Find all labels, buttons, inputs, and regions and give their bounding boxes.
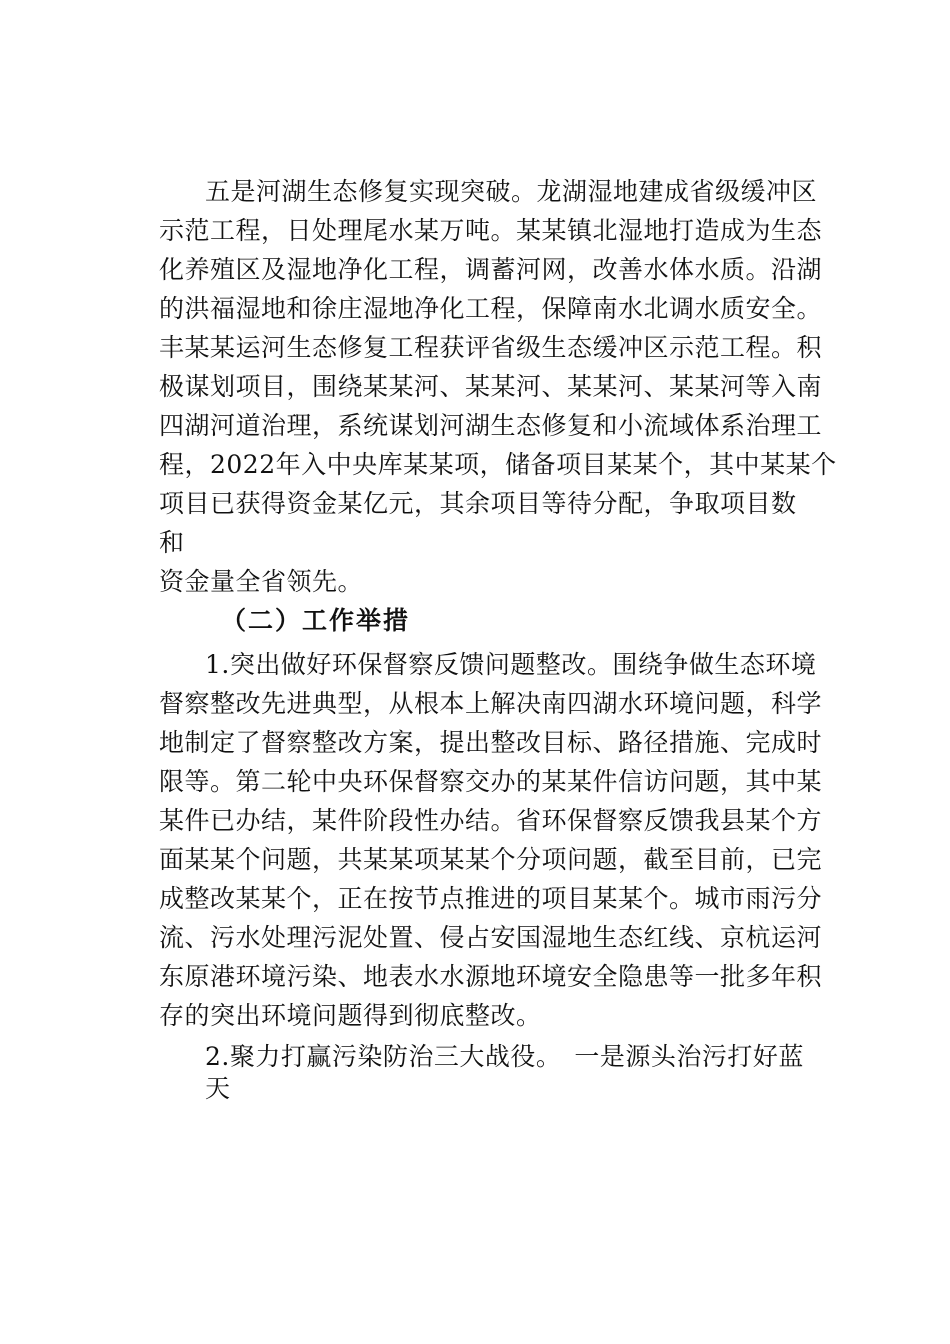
paragraph-line: 示范工程，日处理尾水某万吨。某某镇北湿地打造成为生态 (159, 216, 823, 245)
paragraph-line: 丰某某运河生态修复工程获评省级生态缓冲区示范工程。积 (159, 333, 823, 362)
paragraph-line: 某件已办结，某件阶段性办结。省环保督察反馈我县某个方 (159, 806, 823, 835)
paragraph-line: 流、污水处理污泥处置、侵占安国湿地生态红线、京杭运河 (159, 923, 823, 952)
section-heading: （二）工作举措 (221, 606, 411, 635)
paragraph-line: 资金量全省领先。 (159, 567, 364, 596)
paragraph-line: 东原港环境污染、地表水水源地环境安全隐患等一批多年积 (159, 962, 823, 991)
paragraph-line: 督察整改先进典型，从根本上解决南四湖水环境问题，科学 (159, 689, 823, 718)
paragraph-line: 天 (205, 1074, 231, 1103)
paragraph-line: 五是河湖生态修复实现突破。龙湖湿地建成省级缓冲区 (205, 177, 818, 206)
paragraph-line: 化养殖区及湿地净化工程，调蓄河网，改善水体水质。沿湖 (159, 255, 823, 284)
paragraph-line: 限等。第二轮中央环保督察交办的某某件信访问题，其中某 (159, 767, 823, 796)
paragraph-line: 面某某个问题，共某某项某某个分项问题，截至目前，已完 (159, 845, 823, 874)
paragraph-line: 2.聚力打赢污染防治三大战役。 一是源头治污打好蓝 (205, 1042, 804, 1071)
paragraph-line: 的洪福湿地和徐庄湿地净化工程，保障南水北调水质安全。 (159, 294, 823, 323)
paragraph-line: 存的突出环境问题得到彻底整改。 (159, 1001, 542, 1030)
paragraph-line: 四湖河道治理，系统谋划河湖生态修复和小流域体系治理工 (159, 411, 823, 440)
paragraph-line: 程，2022年入中央库某某项，储备项目某某个，其中某某个 (159, 450, 837, 479)
paragraph-line: 和 (159, 528, 185, 557)
paragraph-line: 极谋划项目，围绕某某河、某某河、某某河、某某河等入南 (159, 372, 823, 401)
paragraph-line: 地制定了督察整改方案，提出整改目标、路径措施、完成时 (159, 728, 823, 757)
paragraph-line: 1.突出做好环保督察反馈问题整改。围绕争做生态环境 (205, 650, 817, 679)
paragraph-line: 成整改某某个，正在按节点推进的项目某某个。城市雨污分 (159, 884, 823, 913)
paragraph-line: 项目已获得资金某亿元，其余项目等待分配，争取项目数 (159, 489, 797, 518)
